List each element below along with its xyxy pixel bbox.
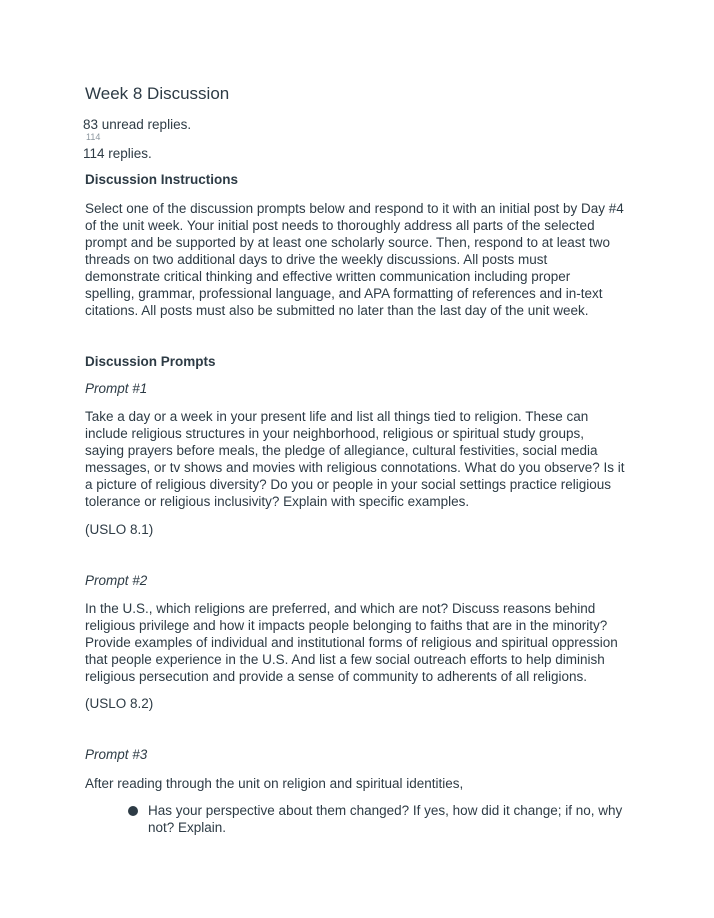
instructions-line: spelling, grammar, professional language, and APA formatting of references and in-text bbox=[85, 286, 603, 301]
instructions-heading: Discussion Instructions bbox=[85, 172, 239, 187]
instructions-line: of the unit week. Your initial post needs to thoroughly address all parts of the selected bbox=[85, 218, 595, 233]
page-title: Week 8 Discussion bbox=[85, 84, 230, 103]
prompt-2-line: religious privilege and how it impacts people belonging to faiths that are in the minority? bbox=[85, 618, 608, 633]
prompt-2-text bbox=[85, 600, 618, 685]
instructions-line: prompt and be supported by at least one scholarly source. Then, respond to at least two bbox=[85, 235, 611, 250]
prompt-3-intro: After reading through the unit on religion and spiritual identities, bbox=[85, 776, 464, 791]
prompt-1-label: Prompt #1 bbox=[85, 381, 148, 396]
prompt-2-label: Prompt #2 bbox=[85, 573, 148, 588]
instructions-line: demonstrate critical thinking and effective written communication including proper bbox=[85, 269, 571, 284]
total-replies-count: 114 replies. bbox=[83, 146, 152, 161]
prompt-3-label: Prompt #3 bbox=[85, 747, 148, 762]
prompt-2-line: religious persecution and provide a sense of community to adherents of all religions. bbox=[85, 669, 588, 684]
prompt-1-text bbox=[85, 408, 625, 510]
unread-replies-count[interactable]: 83 unread replies. bbox=[83, 117, 192, 132]
prompt-1-line: Take a day or a week in your present life and list all things tied to religion. These can bbox=[85, 409, 589, 424]
prompt-3-bullet-text bbox=[148, 802, 622, 836]
instructions-line: threads on two additional days to drive the weekly discussions. All posts must bbox=[85, 252, 548, 267]
prompt-3-bullet-line: not? Explain. bbox=[148, 820, 227, 835]
prompt-2-line: that people experience in the U.S. And list a few social outreach efforts to help diminish bbox=[85, 652, 605, 667]
bullet-dot-icon bbox=[128, 806, 138, 816]
prompt-1-line: tolerance or religious inclusivity? Explain with specific examples. bbox=[85, 494, 470, 509]
tiny-reply-count: 114 bbox=[86, 132, 101, 142]
prompt-2-line: Provide examples of individual and institutional forms of religious and spiritual oppression bbox=[85, 635, 618, 650]
prompt-1-line: saying prayers before meals, the pledge of allegiance, cultural festivities, social media bbox=[85, 443, 598, 458]
prompt-1-line: a picture of religious diversity? Do you or people in your social settings practice religious bbox=[85, 477, 612, 492]
prompt-2-line: In the U.S., which religions are preferred, and which are not? Discuss reasons behind bbox=[85, 601, 596, 616]
prompt-1-line: messages, or tv shows and movies with religious connotations. What do you observe? Is it bbox=[85, 460, 625, 475]
prompt-3-bullet-line: Has your perspective about them changed? If yes, how did it change; if no, why bbox=[148, 803, 623, 818]
prompt-1-uslo: (USLO 8.1) bbox=[85, 522, 154, 537]
prompt-1-line: include religious structures in your neighborhood, religious or spiritual study groups, bbox=[85, 426, 585, 441]
prompts-heading: Discussion Prompts bbox=[85, 354, 216, 369]
prompt-2-uslo: (USLO 8.2) bbox=[85, 696, 154, 711]
instructions-line: citations. All posts must also be submitted no later than the last day of the unit week. bbox=[85, 303, 589, 318]
instructions-text bbox=[85, 200, 624, 319]
instructions-line: Select one of the discussion prompts below and respond to it with an initial post by Day #4 bbox=[85, 201, 624, 216]
